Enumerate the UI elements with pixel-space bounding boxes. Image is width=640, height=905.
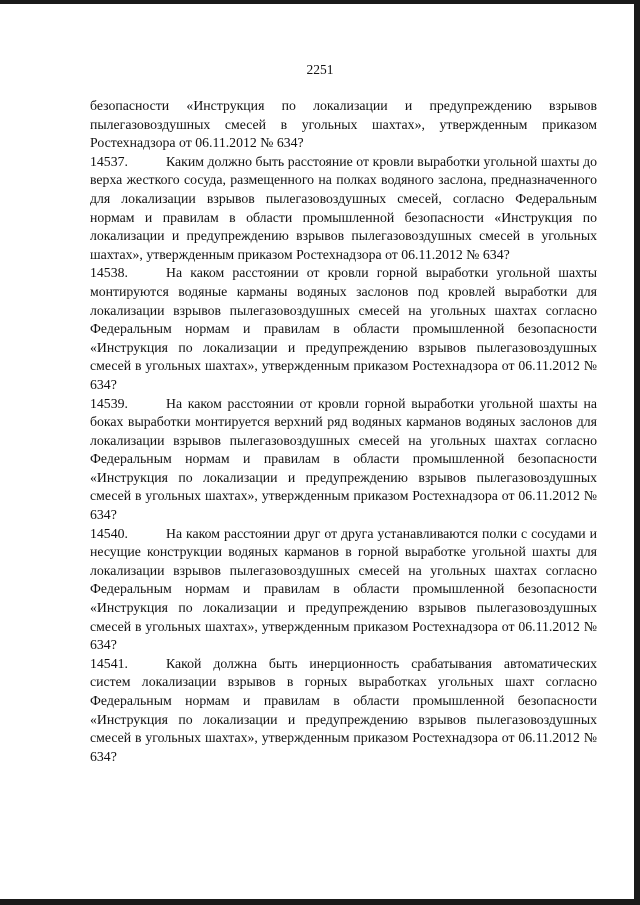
page-number: 2251 xyxy=(306,62,334,77)
scan-edge-top xyxy=(0,0,640,4)
question-text: На каком расстоянии от кровли горной выработки угольной шахты монтируются водяные карманы водяных заслонов под кровлей выработки для локализации взрывов пылегазовоздушных смесей на угольных шахтах согласно Федеральным нормам и правилам в области промышленной безопасности «Инструкция по локализации и предупреждению взрывов пылегазовоздушных смесей в угольных шахтах», утвержденным приказом Ростехнадзора от 06.11.2012 № 634? xyxy=(90,265,597,392)
question-14541 xyxy=(90,655,597,767)
question-text: Каким должно быть расстояние от кровли выработки угольной шахты до верха жесткого сосуда, размещенного на полках водяного заслона, предназначенного для локализации взрывов пылегазовоздушных смесей, согласно Федеральным нормам и правилам в области промышленной безопасности «Инструкция по локализации и предупреждению взрывов пылегазовоздушных смесей в угольных шахтах», утвержденным приказом Ростехнадзора от 06.11.2012 № 634? xyxy=(90,153,597,262)
question-text: На каком расстоянии друг от друга устанавливаются полки с сосудами и несущие конструкции водяных карманов в горной выработке угольной шахты для локализации взрывов пылегазовоздушных смесей на угольных шахтах согласно Федеральным нормам и правилам в области промышленной безопасности «Инструкция по локализации и предупреждению взрывов пылегазовоздушных смесей в угольных шахтах», утвержденным приказом Ростехнадзора от 06.11.2012 № 634? xyxy=(90,525,597,653)
question-number: 14537. xyxy=(90,153,128,169)
question-number: 14541. xyxy=(90,655,128,671)
document-body xyxy=(90,97,597,766)
question-text: На каком расстоянии от кровли горной выработки угольной шахты на боках выработки монтируется верхний ряд водяных карманов водяных заслонов для локализации взрывов пылегазовоздушных смесей на угольных шахтах согласно Федеральным нормам и правилам в области промышленной безопасности «Инструкция по локализации и предупреждению взрывов пылегазовоздушных смесей в угольных шахтах», утвержденным приказом Ростехнадзора от 06.11.2012 № 634? xyxy=(90,395,597,523)
question-14540 xyxy=(90,525,597,655)
question-number: 14539. xyxy=(90,395,128,411)
scan-edge-right xyxy=(634,0,640,905)
scan-edge-bottom xyxy=(0,899,640,905)
question-number: 14540. xyxy=(90,525,128,541)
question-14539 xyxy=(90,395,597,525)
question-14537 xyxy=(90,153,597,265)
question-number: 14538. xyxy=(90,265,128,281)
question-text: Какой должна быть инерционность срабатывания автоматических систем локализации взрывов в горных выработках угольных шахт согласно Федеральным нормам и правилам в области промышленной безопасности «Инструкция по локализации и предупреждению взрывов пылегазовоздушных смесей в угольных шахтах», утвержденным приказом Ростехнадзора от 06.11.2012 № 634? xyxy=(90,655,597,764)
continuation-paragraph: безопасности «Инструкция по локализации и предупреждению взрывов пылегазовоздушных смесей в угольных шахтах», утвержденным приказом Ростехнадзора от 06.11.2012 № 634? xyxy=(90,98,597,151)
question-14538 xyxy=(90,264,597,394)
